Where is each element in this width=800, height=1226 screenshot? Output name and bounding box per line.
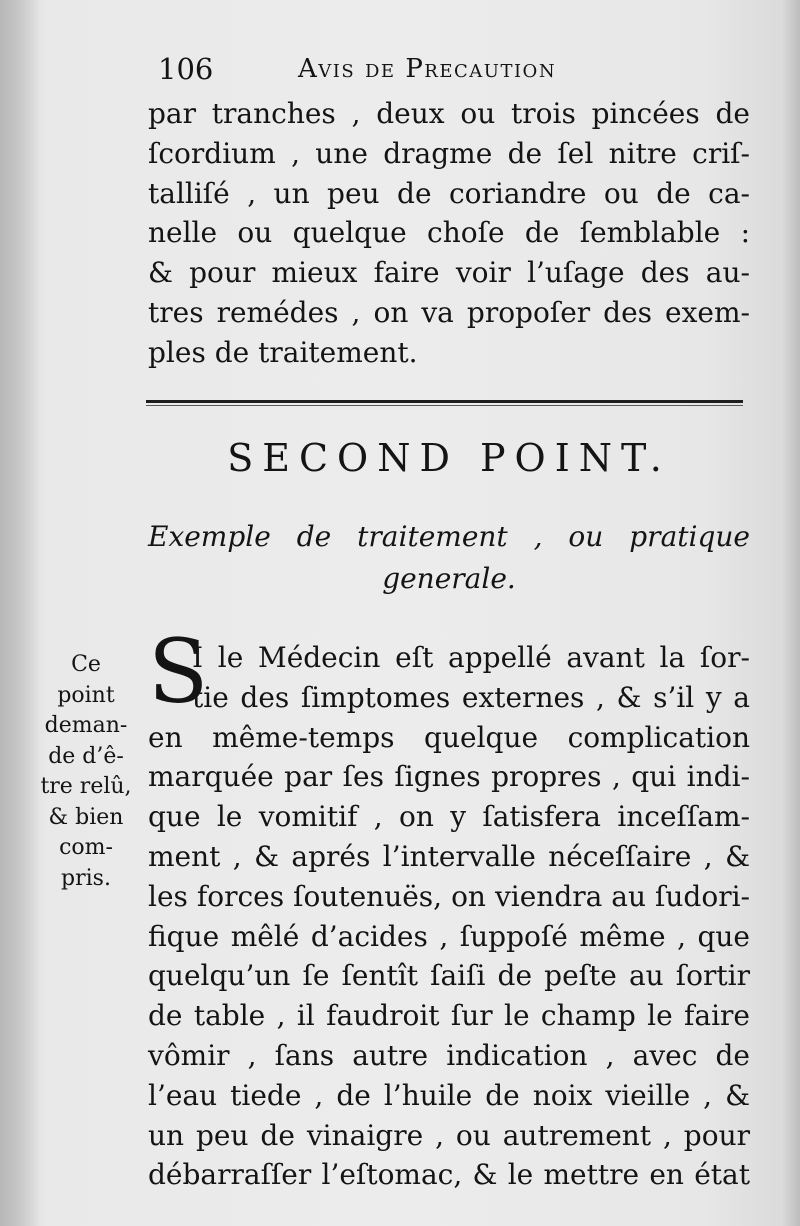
- running-header: [158, 52, 748, 92]
- text-line: tie des ſimptomes externes , & s’il y a: [192, 680, 750, 714]
- text-line: en même-temps quelque complication: [148, 720, 750, 754]
- margin-note-line: de d’ê-: [48, 743, 124, 769]
- text-line: ſcordium , une dragme de ſel nitre criſ-: [148, 136, 750, 170]
- main-paragraph: [148, 638, 750, 1195]
- running-title: Avis de Precaution: [298, 54, 557, 84]
- section-subtitle-line1: Exemple de traitement , ou pratique: [148, 520, 750, 553]
- text-line: que le vomitif , on y ſatisfera inceſſam-: [148, 800, 750, 834]
- text-line: marquée par ſes ſignes propres , qui indi-: [148, 760, 750, 794]
- text-line: par tranches , deux ou trois pincées de: [148, 97, 750, 130]
- section-title: SECOND POINT.: [227, 436, 671, 480]
- margin-note-line: Ce: [71, 652, 101, 677]
- text-line: fique mêlé d’acides , ſuppoſé même , que: [148, 919, 750, 953]
- margin-note-line: tre relû,: [40, 774, 132, 799]
- text-line: tres remédes , on va propoſer des exem-: [148, 295, 750, 329]
- section-divider: [146, 400, 743, 403]
- text-line: nelle ou quelque choſe de ſemblable :: [148, 216, 750, 250]
- margin-note-line: deman-: [44, 713, 128, 738]
- top-paragraph: [148, 94, 750, 373]
- text-line: ples de traitement.: [148, 335, 418, 369]
- drop-cap: S: [148, 620, 209, 723]
- section-divider-thin: [146, 405, 743, 406]
- margin-note-line: pris.: [61, 865, 111, 891]
- text-line: I le Médecin eſt appellé avant la ſor-: [192, 641, 750, 674]
- margin-note-line: com-: [59, 835, 113, 860]
- margin-note-line: point: [57, 682, 115, 708]
- text-line: quelqu’un ſe ſentît ſaiſi de peſte au ſortir: [148, 959, 750, 993]
- text-line: les forces ſoutenuës, on viendra au ſudori-: [148, 879, 750, 913]
- page-edge-shadow: [782, 0, 800, 1226]
- margin-note-line: & bien: [48, 804, 124, 830]
- text-line: vômir , ſans autre indication , avec de: [148, 1038, 750, 1072]
- page-number: 106: [158, 52, 214, 86]
- section-subtitle-line2: generale.: [382, 562, 516, 595]
- margin-note: [30, 650, 142, 894]
- text-line: de table , il faudroit ſur le champ le faire: [148, 999, 750, 1033]
- text-line: un peu de vinaigre , ou autrement , pour: [148, 1118, 750, 1152]
- text-line: débarraſſer l’eſtomac, & le mettre en état: [148, 1158, 750, 1192]
- text-line: ment , & aprés l’intervalle néceſſaire , &: [148, 839, 750, 873]
- text-line: talliſé , un peu de coriandre ou de ca-: [148, 176, 750, 210]
- text-line: & pour mieux faire voir l’uſage des au-: [148, 256, 750, 290]
- gutter-shadow: [0, 0, 40, 1226]
- text-line: l’eau tiede , de l’huile de noix vieille , &: [148, 1078, 750, 1112]
